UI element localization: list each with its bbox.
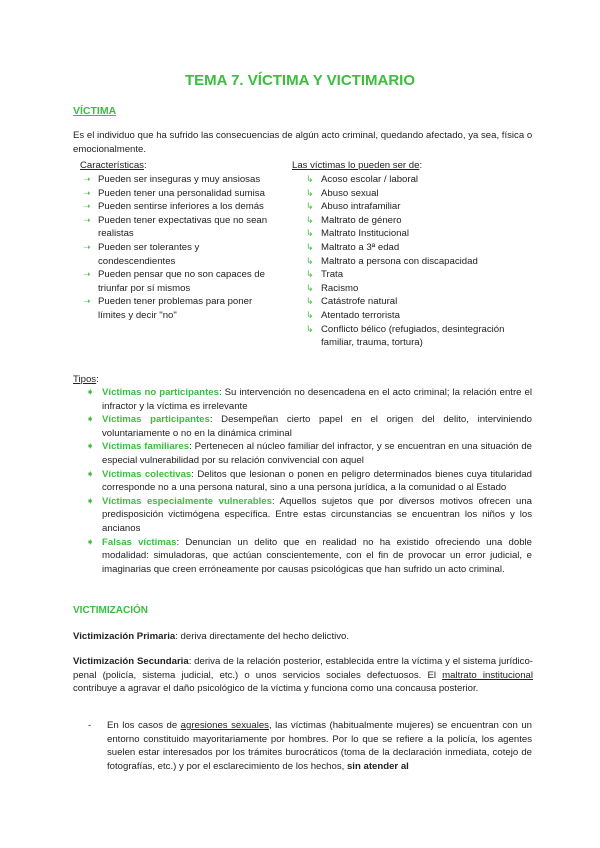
page-title: TEMA 7. VÍCTIMA Y VICTIMARIO [184, 72, 416, 89]
tipo-term: Víctimas no participantes [102, 387, 219, 398]
list-item: ➧ Víctimas familiares: Pertenecen al núcleo familiar del infractor, y se encuentran en una situación de especial vulnerabilidad por su relación convivencial con aquel [86, 441, 532, 466]
list-item: ➝ Pueden tener una personalidad sumisa [83, 187, 265, 199]
tipo-text: Pertenecen al núcleo familiar del infractor, y se encuentran en una situación de especial vulnerabilidad por su relación convivencial con aquel [102, 441, 532, 466]
arrow-right-icon: ➝ [83, 269, 91, 280]
list-item: ➧ Víctimas no participantes: Su intervención no desencadena en el acto criminal; la relación entre el infractor y la víctima es irrelevante [86, 387, 532, 412]
victimizacion-primaria [73, 630, 533, 644]
tipos-list [86, 386, 532, 576]
triangle-bullet-icon: ➧ [86, 536, 95, 548]
arrow-right-icon: ➝ [83, 201, 91, 212]
list-item: ➝ Pueden tener problemas para poner límites y decir "no" [83, 296, 253, 321]
secundaria-term: Victimización Secundaria [73, 656, 189, 667]
list-item: ↳ Abuso intrafamiliar [306, 201, 401, 213]
tipo-term: Falsas víctimas [102, 536, 177, 548]
corner-arrow-icon: ↳ [306, 174, 314, 184]
list-item: ➧ Víctimas participantes: Desempeñan cierto papel en el origen del delito, interviniendo voluntariamente o no en la dinámica criminal [86, 414, 532, 439]
secundaria-text-1: : deriva de la relación posterior, establecida entre la víctima y el sistema jurídico-penal (policía, sistema judicial, etc.) o unos servicios sociales defectuosos. El [73, 656, 533, 681]
triangle-bullet-icon: ➧ [86, 468, 95, 480]
list-item: ↳ Catástrofe natural [306, 296, 398, 308]
arrow-right-icon: ➝ [83, 214, 91, 225]
tipo-text: Aquellos sujetos que por diversos motivos ofrecen una predisposición victimógena específica. Entre estas circunstancias se encuentran los niños y los ancianos [102, 495, 533, 534]
primaria-text: : deriva directamente del hecho delictivo. [175, 631, 350, 642]
caracteristicas-list [83, 173, 279, 323]
corner-arrow-icon: ↳ [306, 228, 314, 239]
tipo-text: Desempeñan cierto papel en el origen del delito, interviniendo voluntariamente o no en la dinámica criminal [102, 414, 532, 439]
list-item: ↳ Conflicto bélico (refugiados, desintegración familiar, trauma, tortura) [306, 323, 505, 349]
agresiones-sexuales-term: agresiones sexuales [180, 720, 269, 731]
list-item: ↳ Atentado terrorista [306, 309, 400, 321]
list-item: ➝ Pueden ser tolerantes y condescendientes [83, 241, 200, 267]
corner-arrow-icon: ↳ [306, 309, 314, 320]
pueden-ser-heading-text: Las víctimas lo pueden ser de [292, 160, 420, 171]
arrow-right-icon: ➝ [83, 296, 91, 307]
list-item: ➝ Pueden tener expectativas que no sean realistas [83, 214, 268, 240]
list-item: ↳ Maltrato a persona con discapacidad [306, 255, 478, 267]
tipo-text: Delitos que lesionan o ponen en peligro determinados bienes cuya titularidad corresponde no a una persona natural, sino a una persona jurídica, a la comunidad o al Estado [102, 468, 532, 494]
tipo-term: Víctimas familiares [102, 441, 190, 453]
tipo-term: Víctimas participantes [102, 414, 210, 426]
victimizacion-secundaria [73, 655, 533, 696]
arrow-right-icon: ➝ [83, 174, 91, 184]
triangle-bullet-icon: ➧ [86, 414, 95, 426]
secundaria-text-2: contribuye a agravar el daño psicológico de la víctima y funciona como una concausa posterior. [73, 683, 479, 695]
agresiones-bold: sin atender al [346, 760, 409, 772]
dash-marker: - [88, 720, 92, 731]
corner-arrow-icon: ↳ [306, 282, 314, 293]
list-item: ↳ Acoso escolar / laboral [306, 174, 419, 185]
list-item [88, 719, 532, 773]
list-item: ↳ Racismo [306, 282, 359, 294]
tipos-heading: Tipos: [73, 374, 99, 385]
arrow-right-icon: ➝ [83, 187, 91, 198]
list-item: ↳ Trata [306, 269, 344, 281]
corner-arrow-icon: ↳ [306, 323, 314, 334]
pueden-ser-list [306, 173, 534, 350]
list-item: ↳ Maltrato de género [306, 214, 402, 226]
triangle-bullet-icon: ➧ [86, 495, 95, 507]
tipo-term: Víctimas colectivas [102, 468, 192, 480]
tipo-text: Denuncian un delito que en realidad no ha existido ofreciendo una doble modalidad: simuladoras, que actúan conscientemente, con el fin de provocar un error judicial, e imaginarias que creen erróneamente por causas psicológicas que han sufrido un acto criminal. [102, 536, 532, 575]
primaria-term: Victimización Primaria [73, 631, 176, 642]
list-item: ➧ Víctimas colectivas: Delitos que lesionan o ponen en peligro determinados bienes cuya titularidad corresponde no a una persona natural, sino a una persona jurídica, a la comunidad o al Estado [86, 468, 532, 494]
corner-arrow-icon: ↳ [306, 241, 314, 252]
section-heading-victimizacion: VICTIMIZACIÓN [73, 605, 148, 616]
list-item: ➝ Pueden sentirse inferiores a los demás [83, 201, 264, 213]
tipo-term: Víctimas especialmente vulnerables [102, 495, 272, 507]
list-item: ➧ Falsas víctimas: Denuncian un delito que en realidad no ha existido ofreciendo una doble modalidad: simuladoras, que actúan conscientemente, con el fin de provocar un error judicial, e imaginarias que creen erróneamente por causas psicológicas que han sufrido un acto criminal. [86, 536, 532, 575]
list-item: ↳ Maltrato a 3ª edad [306, 241, 400, 253]
arrow-right-icon: ➝ [83, 241, 91, 252]
list-item: ↳ Abuso sexual [306, 187, 379, 199]
corner-arrow-icon: ↳ [306, 201, 314, 212]
list-item: ➧ Víctimas especialmente vulnerables: Aquellos sujetos que por diversos motivos ofrecen una predisposición victimógena específica. Entre estas circunstancias se encuentran los niños y los ancianos [86, 495, 533, 534]
section-heading-victima: VÍCTIMA [73, 105, 117, 117]
agresiones-text: , las víctimas (habitualmente mujeres) se encuentran con un entorno constituido mayoritariamente por hombres. Por lo que se refiere a la policía, los agentes suelen estar interesados por los trámites burocráticos (toma de la declaración inmediata, cotejo de fotografías, etc.) y por el esclarecimiento de los hechos, [107, 720, 532, 772]
victima-intro: Es el individuo que ha sufrido las consecuencias de algún acto criminal, quedando afectado, ya sea, física o emocionalmente. [73, 130, 533, 155]
victimizacion-list [88, 719, 532, 773]
maltrato-institucional-link: maltrato institucional [442, 669, 534, 681]
list-item: ↳ Maltrato Institucional [306, 228, 409, 240]
list-item: ➝ Pueden ser inseguras y muy ansiosas [83, 174, 261, 185]
caracteristicas-heading: Características: [80, 160, 147, 171]
corner-arrow-icon: ↳ [306, 214, 314, 225]
tipo-text: Su intervención no desencadena en el acto criminal; la relación entre el infractor y la víctima es irrelevante [102, 387, 532, 412]
triangle-bullet-icon: ➧ [86, 387, 95, 398]
list-item: ➝ Pueden pensar que no son capaces de triunfar por sí mismos [83, 269, 265, 294]
corner-arrow-icon: ↳ [306, 255, 314, 266]
caracteristicas-heading-text: Características [80, 160, 144, 171]
tipos-heading-text: Tipos [73, 374, 97, 385]
triangle-bullet-icon: ➧ [86, 441, 95, 453]
corner-arrow-icon: ↳ [306, 296, 314, 307]
corner-arrow-icon: ↳ [306, 269, 314, 280]
agresiones-pre: En los casos de [107, 720, 181, 731]
corner-arrow-icon: ↳ [306, 187, 314, 198]
pueden-ser-heading: Las víctimas lo pueden ser de: [292, 160, 423, 171]
